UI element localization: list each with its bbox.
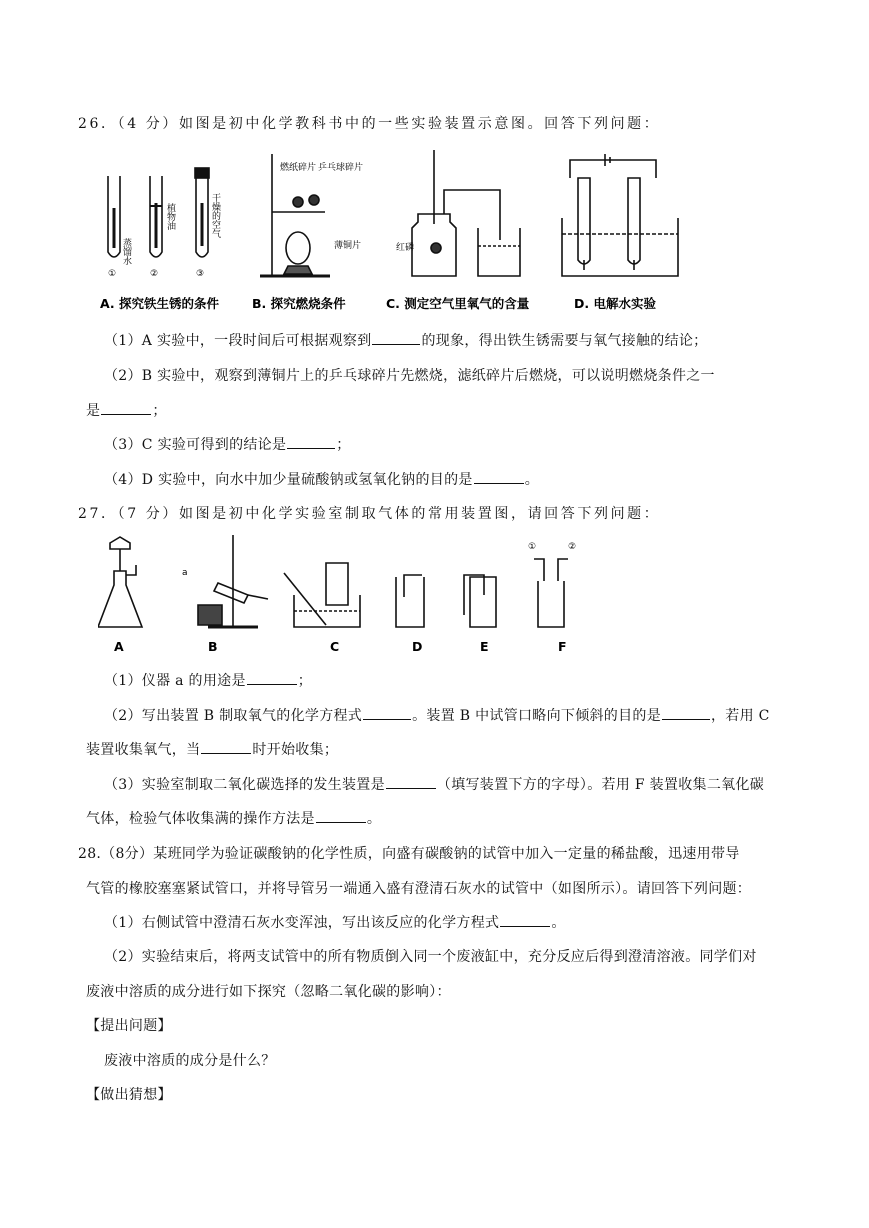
q28-header-1: 28.（8分）某班同学为验证碳酸钠的化学性质，向盛有碳酸钠的试管中加入一定量的稀盐酸，迅速用带导 [78,846,740,862]
q28-line-2: （2）实验结束后，将两支试管中的所有物质倒入同一个废液缸中，充分反应后得到澄清溶液。同学们对 [104,949,757,965]
answer-blank[interactable] [662,706,710,720]
q27-line-3: 装置收集氧气，当 时开始收集； [86,742,339,758]
figure-d-electrolysis [562,154,678,276]
q27-figure [98,535,618,655]
answer-blank[interactable] [316,809,366,823]
tube-num-3: ③ [196,269,205,279]
b-label-copper: 薄铜片 [334,241,362,251]
label-instrument-a: a [182,568,188,578]
q27-line-1: （1）仪器 a 的用途是 ； [104,673,313,689]
apparatus-c [284,563,360,627]
answer-blank[interactable] [247,671,297,685]
label-b: B [208,639,218,654]
b-label-paper: 燃纸碎片 [280,163,317,173]
label-d: D [412,639,423,654]
answer-blank[interactable] [500,913,550,927]
tube-label-1: 蒸馏水 [121,238,131,265]
caption-d: D. 电解水实验 [574,296,656,311]
q26-line-3: 是 ； [86,403,167,419]
tube-num-1: ① [108,269,117,279]
b-label-pingpong: 乒乓球碎片 [318,163,364,173]
q27-line-5: 气体，检验气体收集满的操作方法是 。 [86,811,382,827]
caption-b: B. 探究燃烧条件 [252,296,346,311]
section-heading: 【提出问题】 [86,1018,172,1034]
q26-line-5: （4）D 实验中，向水中加少量硫酸钠或氢氧化钠的目的是 。 [104,472,539,488]
label-f: F [558,639,567,654]
q27-line-4: （3）实验室制取二氧化碳选择的发生装置是 （填写装置下方的字母）。若用 F 装置收集二氧化碳 [104,777,765,793]
q26-header: 26．（4 分）如图是初中化学教科书中的一些实验装置示意图。回答下列问题： [78,116,661,132]
section-heading: 【做出猜想】 [86,1087,172,1103]
q26-figure [100,148,685,316]
label-e: E [480,639,489,654]
apparatus-f [534,559,568,627]
label-c: C [330,639,340,654]
q28-line-1: （1）右侧试管中澄清石灰水变浑浊，写出该反应的化学方程式 。 [104,915,566,931]
caption-c: C. 测定空气里氧气的含量 [386,296,530,311]
figure-c-apparatus [412,150,520,276]
tube-label-2: 植物油 [165,203,175,230]
q27-header: 27．（7 分）如图是初中化学实验室制取气体的常用装置图，请回答下列问题： [78,506,661,522]
tube-label-3: 干燥的空气 [210,193,220,238]
answer-blank[interactable] [201,740,251,754]
research-question: 废液中溶质的成分是什么？ [104,1053,276,1069]
f-port-1: ① [528,542,537,552]
apparatus-d [396,575,424,627]
answer-blank[interactable] [474,470,524,484]
apparatus-b [198,535,268,627]
answer-blank[interactable] [386,775,436,789]
f-port-2: ② [568,542,577,552]
apparatus-e [464,575,496,627]
q27-line-2: （2）写出装置 B 制取氧气的化学方程式 。装置 B 中试管口略向下倾斜的目的是 ，若用 C [104,708,770,724]
answer-blank[interactable] [287,435,335,449]
q26-line-2: （2）B 实验中，观察到薄铜片上的乒乓球碎片先燃烧，滤纸碎片后燃烧，可以说明燃烧条件之一 [104,368,715,384]
c-label-phosphorus: 红磷 [396,243,415,253]
caption-a: A. 探究铁生锈的条件 [100,296,220,311]
q26-line-4: （3）C 实验可得到的结论是 ； [104,437,351,453]
answer-blank[interactable] [101,401,151,415]
q28-line-3: 废液中溶质的成分进行如下探究（忽略二氧化碳的影响）： [86,984,451,1000]
q28-header-2: 气管的橡胶塞塞紧试管口，并将导管另一端通入盛有澄清石灰水的试管中（如图所示）。请回答下列问题： [86,881,752,897]
q26-line-1: （1）A 实验中，一段时间后可根据观察到 的现象，得出铁生锈需要与氧气接触的结论； [104,333,708,349]
answer-blank[interactable] [372,331,420,345]
label-a: A [114,639,124,654]
tube-num-2: ② [150,269,159,279]
apparatus-a [98,537,142,627]
answer-blank[interactable] [363,706,411,720]
